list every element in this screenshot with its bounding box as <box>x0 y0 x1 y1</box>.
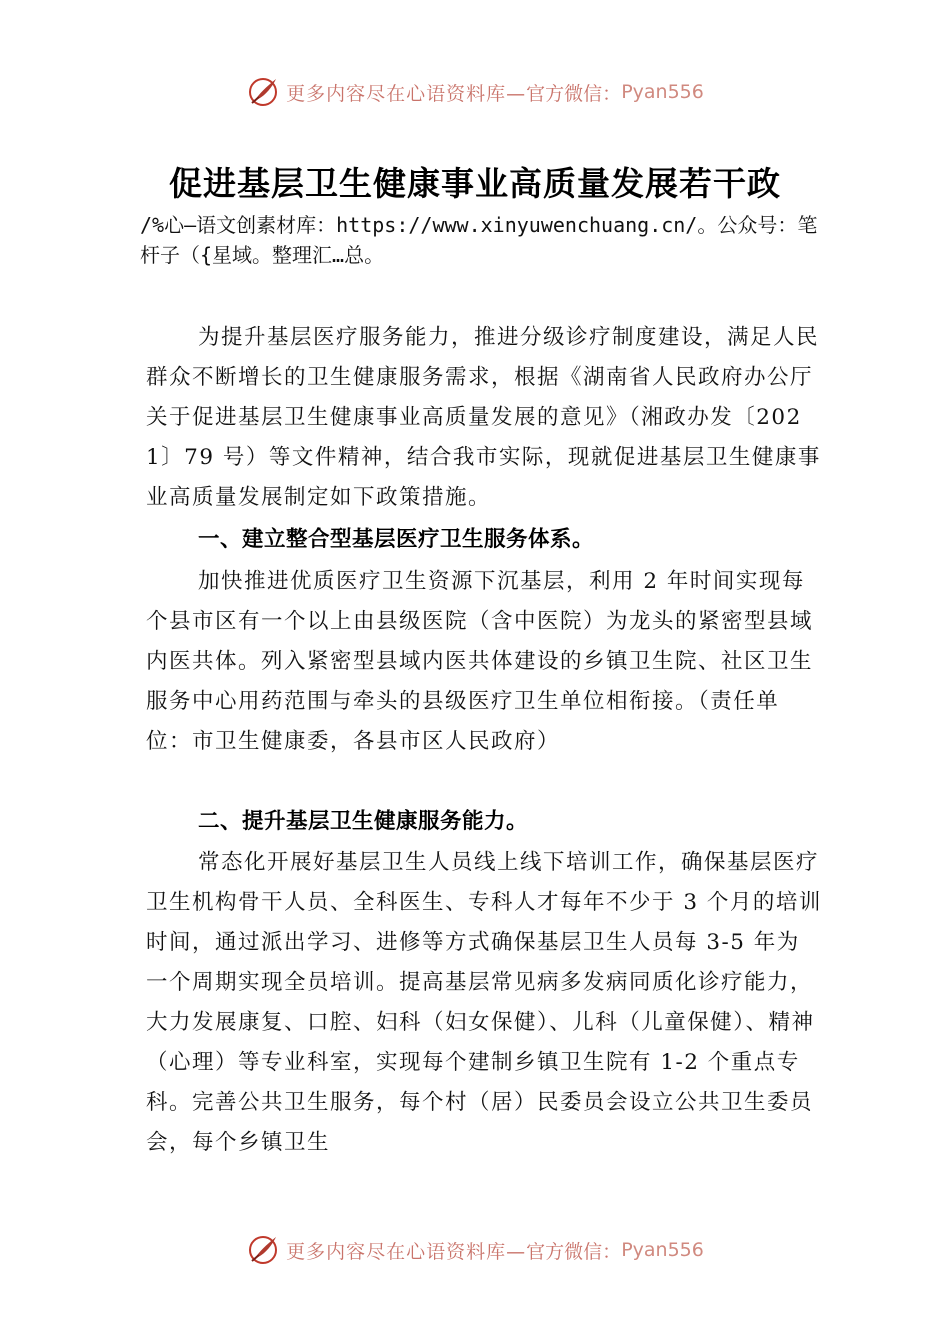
intro-paragraph: 为提升基层医疗服务能力，推进分级诊疗制度建设，满足人民群众不断增长的卫生健康服务需求，根据《湖南省人民政府办公厅关于促进基层卫生健康事业高质量发展的意见》（湘政办发〔2021〕79 号）等文件精神，结合我市实际，现就促进基层卫生健康事业高质量发展制定如下政策措施。 <box>146 325 821 510</box>
source-line: /%心—语文创素材库：https://www.xinyuwenchuang.cn/。公众号：笔杆子（{星域。整理汇…总。 <box>140 213 818 267</box>
section-paragraph-1: 加快推进优质医疗卫生资源下沉基层，利用 2 年时间实现每个县市区有一个以上由县级医院（含中医院）为龙头的紧密型县域内医共体。列入紧密型县域内医共体建设的乡镇卫生院、社区卫生服务中心用药范围与牵头的县级医疗卫生单位相衔接。（责任单位：市卫生健康委，各县市区人民政府） <box>146 569 814 754</box>
section-heading-2: 二、提升基层卫生健康服务能力。 <box>198 809 529 834</box>
document-title: 促进基层卫生健康事业高质量发展若干政 <box>169 164 781 203</box>
top-banner <box>0 72 950 112</box>
banner-text: 更多内容尽在心语资料库— <box>286 82 527 105</box>
feather-pen-logo-icon <box>246 75 280 109</box>
feather-pen-logo-icon <box>246 1233 280 1267</box>
bottom-banner <box>0 1230 950 1270</box>
banner-weixin-id: Pyan556 <box>621 81 704 103</box>
section-paragraph-2: 常态化开展好基层卫生人员线上线下培训工作，确保基层医疗卫生机构骨干人员、全科医生、专科人才每年不少于 3 个月的培训时间，通过派出学习、进修等方式确保基层卫生人员每 3-5 年为一个周期实现全员培训。提高基层常见病多发病同质化诊疗能力，大力发展康复、口腔、妇科（妇女保健）、儿科（儿童保健）、精神（心理）等专业科室，实现每个建制乡镇卫生院有 1-2 个重点专科。完善公共卫生服务，每个村（居）民委员会设立公共卫生委员会，每个乡镇卫生 <box>146 850 822 1155</box>
section-heading-1: 一、建立整合型基层医疗卫生服务体系。 <box>198 527 595 552</box>
banner-weixin-label: 官方微信： <box>526 82 622 105</box>
banner-weixin-id: Pyan556 <box>621 1239 704 1261</box>
banner-text: 更多内容尽在心语资料库— <box>286 1240 527 1263</box>
banner-weixin-label: 官方微信： <box>526 1240 622 1263</box>
